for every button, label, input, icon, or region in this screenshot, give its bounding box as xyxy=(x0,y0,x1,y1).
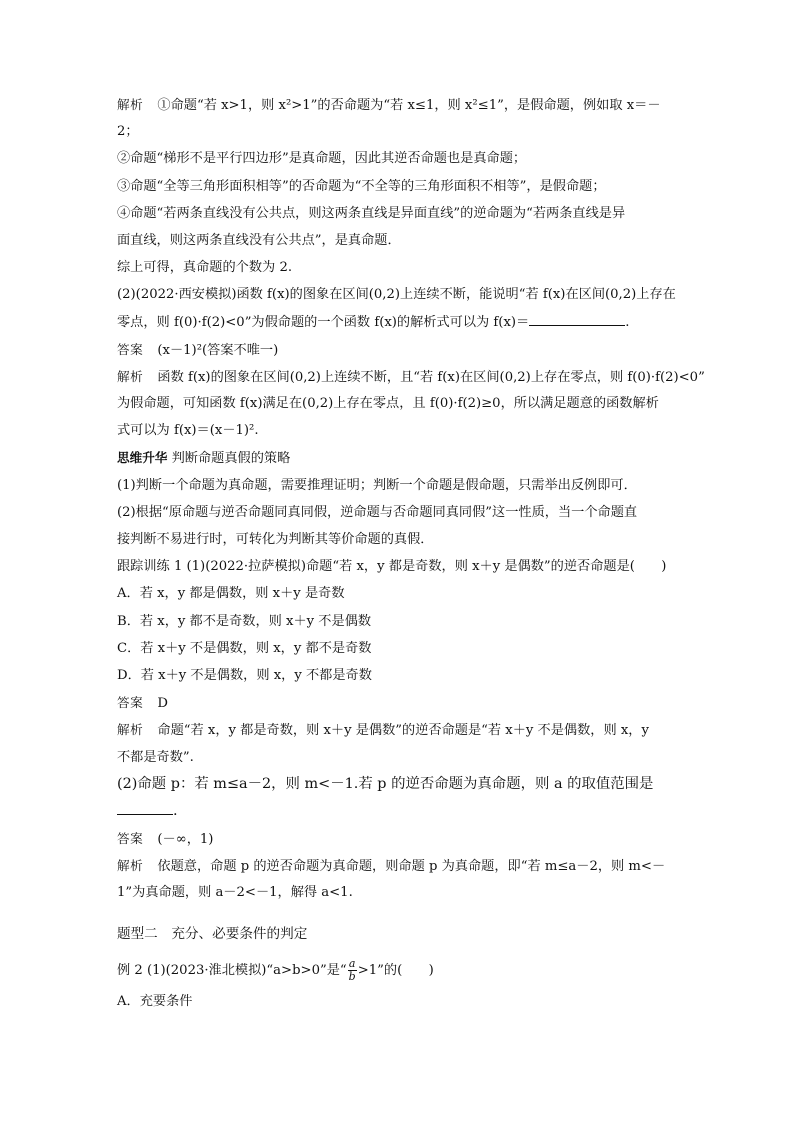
analysis-line-4: ③命题“全等三角形面积相等”的否命题为“不全等的三角形面积不相等”，是假命题； xyxy=(117,178,606,194)
answer-label: 答案 xyxy=(117,695,144,711)
analysis-line xyxy=(117,363,705,390)
analysis-label: 解析 xyxy=(117,722,144,738)
thinking-line: (1)判断一个命题为真命题，需要推理证明；判断一个命题是假命题，只需举出反例即可． xyxy=(117,477,637,493)
analysis-conclusion: 综上可得，真命题的个数为 2. xyxy=(117,260,293,276)
fraction-denominator: b xyxy=(348,969,356,983)
analysis-line xyxy=(117,852,677,879)
thinking-line: 接判断不易进行时，可转化为判断其等价命题的真假． xyxy=(117,532,434,547)
analysis-text: 函数 f(x)的图象在区间(0,2)上连续不断，且“若 f(x)在区间(0,2)上存在零点，则 f(0)·f(2)<0” xyxy=(157,369,705,385)
answer-line xyxy=(117,689,677,716)
analysis-line: 不都是奇数”. xyxy=(117,749,194,765)
period: . xyxy=(625,314,630,330)
analysis-line-6: 面直线，则这两条直线没有公共点”，是真命题． xyxy=(117,232,401,248)
question-2-line-1: (2)(2022·西安模拟)函数 f(x)的图象在区间(0,2)上连续不断，能说明“若 f(x)在区间(0,2)上存在 xyxy=(117,287,676,303)
follow-up-question: 跟踪训练 1 (1)(2022·拉萨模拟)命题“若 x，y 都是奇数，则 x＋y 是偶数”的逆否命题是( ) xyxy=(117,559,667,575)
answer-text: D xyxy=(157,696,168,712)
analysis-line: 1”为真命题，则 a－2<－1，解得 a<1. xyxy=(117,885,353,901)
question-3-line-1: (2)命题 p：若 m≤a－2，则 m<－1.若 p 的逆否命题为真命题，则 a 的取值范围是 xyxy=(117,775,654,792)
analysis-line: 为假命题，可知函数 f(x)满足在(0,2)上存在零点，且 f(0)·f(2)≥0，所以满足题意的函数解析 xyxy=(117,396,659,412)
option-c: C．若 x＋y 不是偶数，则 x，y 都不是奇数 xyxy=(117,640,372,656)
question-2-line-2 xyxy=(117,309,677,336)
analysis-line-2: 2； xyxy=(117,124,139,140)
question-2-text: 零点，则 f(0)·f(2)<0”为假命题的一个函数 f(x)的解析式可以为 f(x)＝ xyxy=(117,314,530,330)
example-text: 例 2 (1)(2023·淮北模拟)“a>b>0”是“ xyxy=(117,962,347,978)
thinking-title: 判断命题真假的策略 xyxy=(171,451,291,467)
analysis-label: 解析 xyxy=(117,97,144,112)
section-title: 题型二 充分、必要条件的判定 xyxy=(117,925,308,942)
answer-text: (x－1)²(答案不唯一) xyxy=(157,342,279,358)
example-2-question xyxy=(117,954,677,988)
answer-blank xyxy=(529,311,625,326)
answer-label: 答案 xyxy=(117,341,144,357)
example-option-a: A．充要条件 xyxy=(117,993,193,1009)
fraction-numerator: a xyxy=(348,956,356,970)
analysis-text: 依题意，命题 p 的逆否命题为真命题，则命题 p 为真命题，即“若 m≤a－2，则 m<－ xyxy=(157,859,666,875)
analysis-line: 式可以为 f(x)＝(x－1)². xyxy=(117,423,259,439)
option-a: A．若 x，y 都是偶数，则 x＋y 是奇数 xyxy=(117,586,345,602)
period: . xyxy=(173,802,178,819)
question-3-line-2 xyxy=(117,798,677,825)
analysis-text: ①命题“若 x>1，则 x²>1”的否命题为“若 x≤1，则 x²≤1”，是假命题，例如取 x＝－ xyxy=(157,98,661,113)
analysis-label: 解析 xyxy=(117,368,144,384)
document-page xyxy=(117,91,705,1015)
option-d: D．若 x＋y 不是偶数，则 x，y 不都是奇数 xyxy=(117,667,372,683)
answer-line xyxy=(117,825,677,852)
option-b: B．若 x，y 都不是奇数，则 x＋y 不是偶数 xyxy=(117,613,372,629)
example-text-end: >1”的( ) xyxy=(357,962,434,978)
analysis-line-3: ②命题“梯形不是平行四边形”是真命题，因此其逆否命题也是真命题； xyxy=(117,151,527,167)
answer-label: 答案 xyxy=(117,831,144,847)
analysis-label: 解析 xyxy=(117,858,144,874)
fraction xyxy=(348,958,357,983)
thinking-label: 思维升华 xyxy=(117,450,168,466)
analysis-line xyxy=(117,716,677,743)
analysis-line-1 xyxy=(117,91,677,118)
answer-line xyxy=(117,336,677,363)
answer-text: (－∞，1) xyxy=(157,832,214,848)
analysis-line-5: ④命题“若两条直线没有公共点，则这两条直线是异面直线”的逆命题为“若两条直线是异 xyxy=(117,205,626,221)
analysis-text: 命题“若 x，y 都是奇数，则 x＋y 是偶数”的逆否命题是“若 x＋y 不是偶数，则 x，y xyxy=(157,723,649,739)
answer-blank xyxy=(117,800,173,815)
thinking-line: (2)根据“原命题与逆否命题同真同假，逆命题与否命题同真同假”这一性质，当一个命题直 xyxy=(117,504,638,520)
thinking-header xyxy=(117,444,677,471)
